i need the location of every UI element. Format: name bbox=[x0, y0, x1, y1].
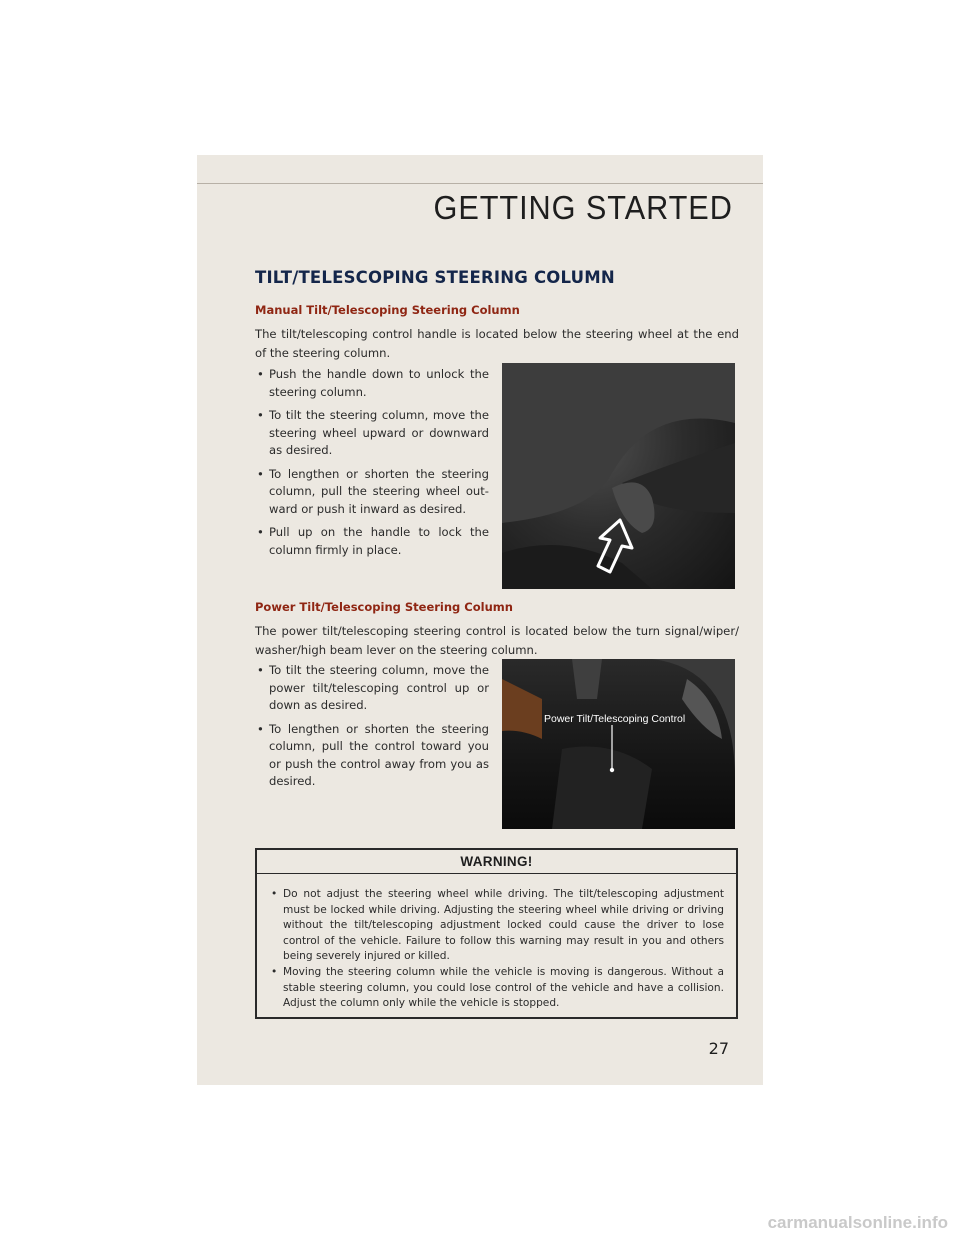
power-control-illustration bbox=[502, 659, 735, 829]
manual-intro: The tilt/telescoping control handle is located below the steering wheel at the end of the steering column. bbox=[255, 327, 739, 360]
warning-item: • Moving the steering column while the vehicle is moving is dangerous. Without a stable steering column, you could lose control of the vehicle and have a collision. Adjust the column only while the vehicle is stopped. bbox=[269, 965, 724, 1012]
power-intro: The power tilt/telescoping steering control is located below the turn signal/wiper/ washer/high beam lever on the steering column. bbox=[255, 624, 739, 657]
callout-dot bbox=[610, 768, 614, 772]
watermark: carmanualsonline.info bbox=[767, 1213, 948, 1232]
power-bullet: • To tilt the steering column, move the power tilt/telescoping control up or down as desired. bbox=[255, 662, 489, 715]
wood-trim-shape bbox=[502, 679, 542, 739]
manual-subheading: Manual Tilt/Telescoping Steering Column bbox=[255, 303, 520, 317]
manual-bullet: • To tilt the steering column, move the steering wheel upward or downward as desired. bbox=[255, 407, 489, 460]
power-subheading: Power Tilt/Telescoping Steering Column bbox=[255, 600, 513, 614]
power-bullet-list bbox=[255, 662, 489, 797]
power-control-photo bbox=[502, 659, 735, 829]
main-heading: TILT/TELESCOPING STEERING COLUMN bbox=[255, 268, 615, 287]
stalk-shape bbox=[572, 659, 602, 699]
image-caption: Power Tilt/Telescoping Control bbox=[544, 713, 686, 725]
section-title: GETTING STARTED bbox=[433, 189, 733, 226]
arrow-up-icon bbox=[590, 518, 634, 574]
manual-bullet-list bbox=[255, 366, 489, 565]
manual-bullet: • To lengthen or shorten the steering column, pull the steering wheel out-ward or push it inward as desired. bbox=[255, 466, 489, 519]
warning-box bbox=[255, 848, 738, 1019]
power-bullet: • To lengthen or shorten the steering column, pull the control toward you or push the control away from you as desired. bbox=[255, 721, 489, 791]
warning-list bbox=[257, 874, 736, 1012]
warning-title: WARNING! bbox=[257, 850, 736, 874]
page-number: 27 bbox=[708, 1039, 729, 1058]
manual-steering-column-photo bbox=[502, 363, 735, 589]
manual-bullet: • Pull up on the handle to lock the column firmly in place. bbox=[255, 524, 489, 559]
manual-bullet: • Push the handle down to unlock the steering column. bbox=[255, 366, 489, 401]
warning-item: • Do not adjust the steering wheel while driving. The tilt/telescoping adjustment must be locked while driving. Adjusting the steering wheel while driving or driving without the tilt/telescoping adjustment locked could cause the driver to lose control of the vehicle. Failure to follow this warning may result in you and others being severely injured or killed. bbox=[269, 887, 724, 965]
header-rule bbox=[197, 183, 763, 184]
lower-column-shape bbox=[552, 747, 652, 830]
manual-page bbox=[197, 155, 763, 1085]
